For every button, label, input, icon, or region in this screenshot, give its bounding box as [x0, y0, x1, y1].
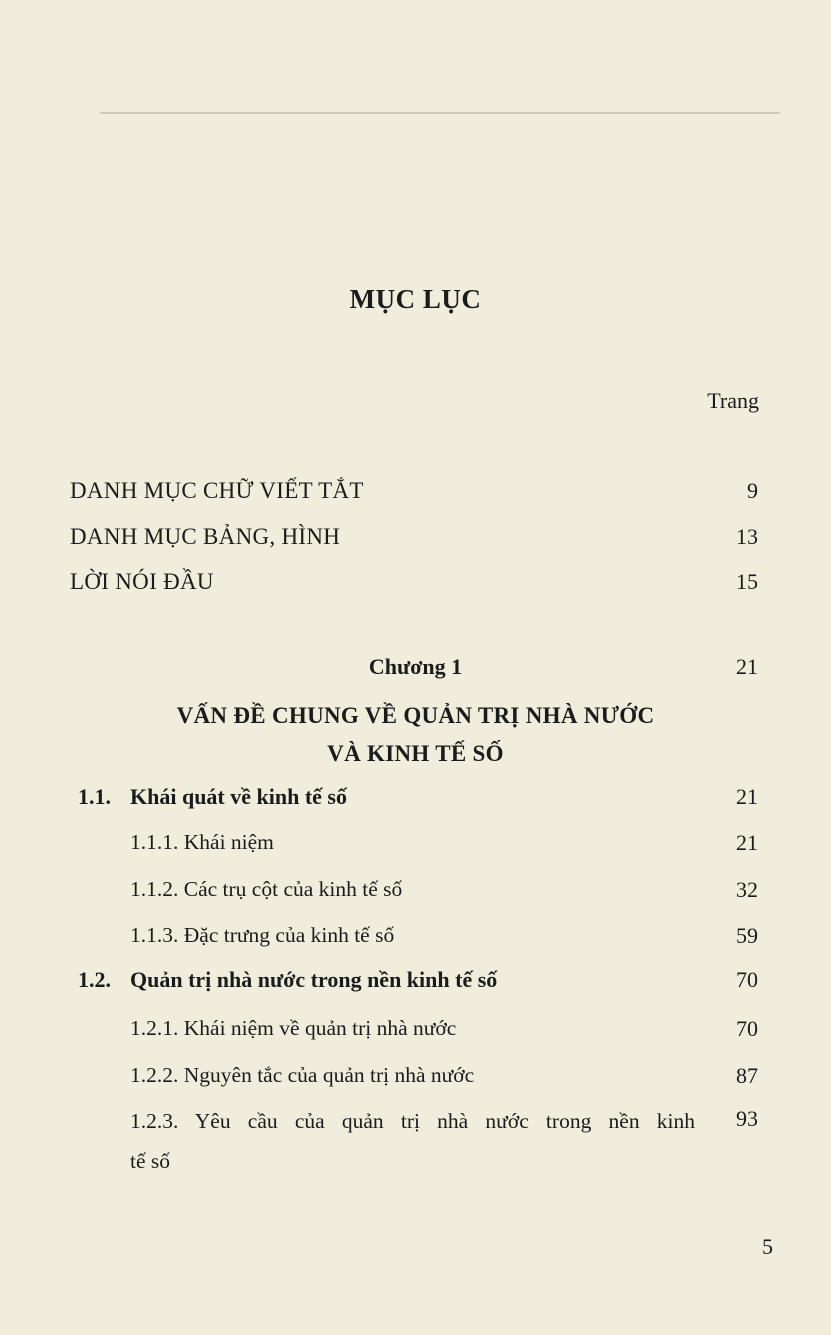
- subsection-page: 21: [736, 830, 758, 855]
- subsection-title: 1.2.1. Khái niệm về quản trị nhà nước: [130, 1016, 457, 1040]
- page-title: MỤC LỤC: [349, 284, 482, 314]
- section-title: Khái quát về kinh tế số: [130, 784, 347, 809]
- subsection-title: 1.1.2. Các trụ cột của kinh tế số: [130, 877, 403, 901]
- chapter-page: 21: [736, 654, 758, 679]
- subsection-page: 59: [736, 923, 758, 948]
- toc-entry-preface: LỜI NÓI ĐẦU: [70, 569, 214, 594]
- subsection-page: 93: [736, 1106, 758, 1131]
- section-title: Quản trị nhà nước trong nền kinh tế số: [130, 967, 498, 992]
- subsection-title-continued: tế số: [130, 1149, 171, 1173]
- subsection-page: 70: [736, 1016, 758, 1041]
- subsection-title: 1.2.2. Nguyên tắc của quản trị nhà nước: [130, 1063, 475, 1087]
- subsection-title: 1.2.3. Yêu cầu của quản trị nhà nước trong nền kinh: [130, 1109, 695, 1133]
- toc-page-abbreviations: 9: [747, 478, 758, 503]
- section-page: 70: [736, 967, 758, 992]
- page-column-label: Trang: [707, 388, 759, 413]
- toc-page-preface: 15: [736, 569, 758, 594]
- toc-entry-abbreviations: DANH MỤC CHỮ VIẾT TẮT: [70, 478, 364, 503]
- section-page: 21: [736, 784, 758, 809]
- subsection-title: 1.1.1. Khái niệm: [130, 830, 274, 854]
- chapter-title-line2: VÀ KINH TẾ SỐ: [327, 741, 504, 766]
- toc-entry-tables-figures: DANH MỤC BẢNG, HÌNH: [70, 524, 341, 549]
- chapter-label: Chương 1: [368, 654, 463, 679]
- subsection-page: 32: [736, 877, 758, 902]
- chapter-title-line1: VẤN ĐỀ CHUNG VỀ QUẢN TRỊ NHÀ NƯỚC: [176, 703, 655, 728]
- subsection-page: 87: [736, 1063, 758, 1088]
- section-number: 1.1.: [78, 784, 111, 809]
- bleed-through-header-rule: [100, 112, 780, 114]
- section-number: 1.2.: [78, 967, 111, 992]
- toc-page-tables-figures: 13: [736, 524, 758, 549]
- footer-page-number: 5: [762, 1234, 773, 1259]
- subsection-title: 1.1.3. Đặc trưng của kinh tế số: [130, 923, 395, 947]
